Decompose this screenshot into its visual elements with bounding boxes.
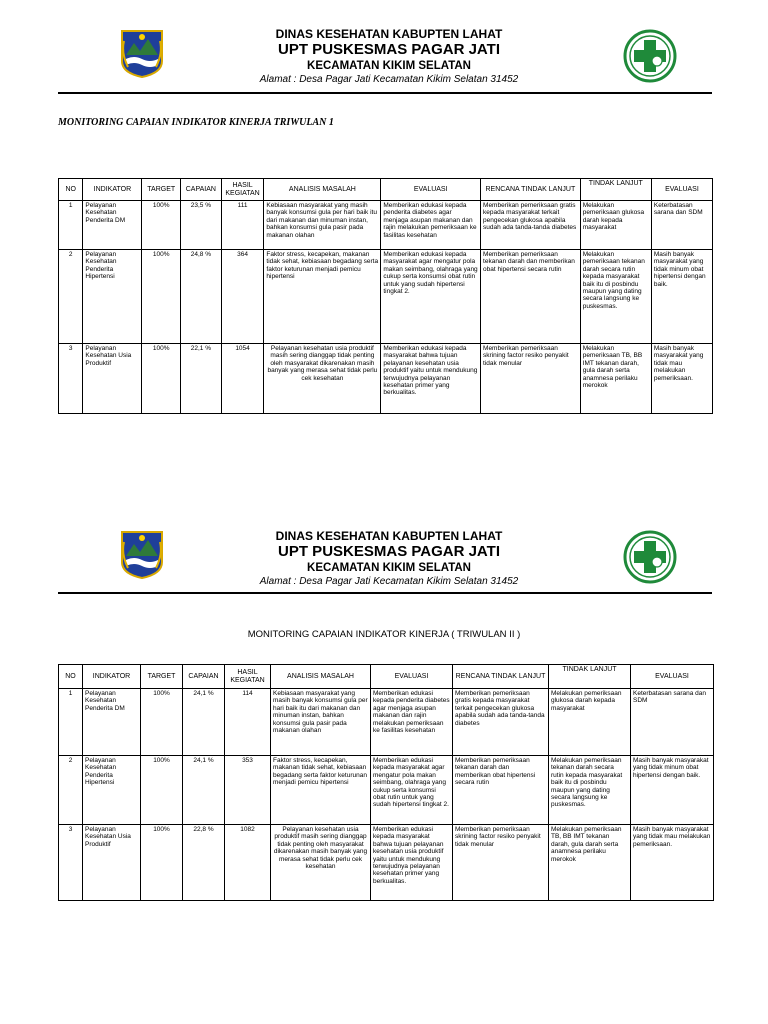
kabupaten-lahat-emblem-icon	[118, 528, 166, 580]
cell-evaluasi: Memberikan edukasi kepada masyarakat bahwa tujuan pelayanan kesehatan usia produktif yaitu untuk mendukung terwujudnya pelayanan kesehatan primer yang berkualitas.	[381, 344, 481, 414]
cell-hasil: 111	[221, 201, 264, 250]
cell-indikator: Pelayanan Kesehatan Penderita DM	[83, 201, 142, 250]
letterhead	[200, 529, 578, 588]
column-header: HASIL KEGIATAN	[221, 179, 264, 201]
cell-analisis: Faktor stress, kecapekan, makanan tidak sehat, kebiasaan begadang serta faktor keturunan menjadi pemicu hipertensi	[271, 756, 371, 825]
column-header: EVALUASI	[381, 179, 481, 201]
cell-hasil: 1082	[225, 825, 271, 901]
cell-hasil: 114	[225, 689, 271, 756]
cell-no: 2	[59, 756, 83, 825]
column-header: EVALUASI	[371, 665, 453, 689]
column-header: EVALUASI	[631, 665, 714, 689]
cell-analisis: Kebiasaan masyarakat yang masih banyak konsumsi gula per hari baik itu dari makanan dan minuman instan, bahkan konsumsi gula pasir pada makanan olahan	[264, 201, 381, 250]
cell-evaluasi-akhir: Masih banyak masyarakat yang tidak minum obat hipertensi dengan baik.	[651, 250, 712, 344]
header-divider	[58, 592, 712, 594]
column-header: TARGET	[141, 665, 183, 689]
cell-rencana: Memberikan pemeriksaan gratis kepada masyarakat terkait pengecekan glukosa apabila sudah ada tanda-tanda diabetes	[453, 689, 549, 756]
cell-indikator: Pelayanan Kesehatan Usia Produktif	[83, 344, 142, 414]
cell-evaluasi: Memberikan edukasi kepada penderita diabetes agar menjaga asupan makanan dan rajin melakukan pemeriksaan ke fasilitas kesehatan	[381, 201, 481, 250]
column-header: NO	[59, 665, 83, 689]
cell-target: 100%	[142, 344, 181, 414]
table-header-row	[59, 179, 713, 201]
cell-hasil: 1054	[221, 344, 264, 414]
cell-capaian: 22,8 %	[183, 825, 225, 901]
district-name: KECAMATAN KIKIM SELATAN	[307, 562, 471, 574]
document-page-2	[0, 488, 768, 1024]
cell-capaian: 24,1 %	[183, 756, 225, 825]
address: Alamat : Desa Pagar Jati Kecamatan Kikim Selatan 31452	[259, 74, 519, 85]
report-title: MONITORING CAPAIAN INDIKATOR KINERJA TRIWULAN 1	[58, 117, 334, 128]
cell-indikator: Pelayanan Kesehatan Usia Produktif	[83, 825, 141, 901]
cell-rencana: Memberikan pemeriksaan tekanan darah dan memberikan obat hipertensi secara rutin	[481, 250, 581, 344]
cell-evaluasi-akhir: Masih banyak masyarakat yang tidak minum obat hipertensi dengan baik.	[631, 756, 714, 825]
cell-no: 1	[59, 689, 83, 756]
cell-tindak-lanjut: Melakukan pemeriksaan TB, BB IMT tekanan darah, gula darah serta anamnesa perilaku merokok	[580, 344, 651, 414]
cell-tindak-lanjut: Melakukan pemeriksaan tekanan darah secara rutin kepada masyarakat baik itu di posbindu maupun yang dating secara langsung ke puskesmas.	[549, 756, 631, 825]
cell-analisis: Pelayanan kesehatan usia produktif masih sering dianggap tidak penting oleh masyarakat dikarenakan masih banyak yang merasa sehat tidak perlu cek kesehatan	[264, 344, 381, 414]
cell-no: 2	[59, 250, 83, 344]
cell-evaluasi: Memberikan edukasi kepada masyarakat bahwa tujuan pelayanan kesehatan usia produktif yaitu untuk mendukung terwujudnya pelayanan kesehatan primer yang berkualitas.	[371, 825, 453, 901]
column-header: ANALISIS MASALAH	[271, 665, 371, 689]
agency-name: DINAS KESEHATAN KABUPTEN LAHAT	[275, 27, 503, 41]
cell-indikator: Pelayanan Kesehatan Penderita DM	[83, 689, 141, 756]
cell-tindak-lanjut: Melakukan pemeriksaan tekanan darah secara rutin kepada masyarakat baik itu di posbindu maupun yang dating secara langsung ke puskesmas.	[580, 250, 651, 344]
report-title: MONITORING CAPAIAN INDIKATOR KINERJA ( TRIWULAN II )	[247, 629, 521, 640]
puskesmas-name: UPT PUSKESMAS PAGAR JATI	[278, 41, 500, 58]
kabupaten-lahat-emblem-icon	[118, 27, 166, 79]
column-header: RENCANA TINDAK LANJUT	[481, 179, 581, 201]
cell-evaluasi-akhir: Masih banyak masyarakat yang tidak mau melakukan pemeriksaan.	[631, 825, 714, 901]
letterhead	[200, 27, 578, 86]
cell-tindak-lanjut: Melakukan pemeriksaan TB, BB IMT tekanan darah, gula darah serta anamnesa perilaku merokok	[549, 825, 631, 901]
indicator-table	[58, 178, 713, 414]
cell-indikator: Pelayanan Kesehatan Penderita Hipertensi	[83, 756, 141, 825]
column-header: RENCANA TINDAK LANJUT	[453, 665, 549, 689]
address: Alamat : Desa Pagar Jati Kecamatan Kikim Selatan 31452	[259, 576, 519, 587]
header-divider	[58, 92, 712, 94]
cell-indikator: Pelayanan Kesehatan Penderita Hipertensi	[83, 250, 142, 344]
cell-evaluasi-akhir: Masih banyak masyarakat yang tidak mau melakukan pemeriksaan.	[651, 344, 712, 414]
cell-tindak-lanjut: Melakukan pemeriksaan glukosa darah kepada masyarakat	[549, 689, 631, 756]
cell-target: 100%	[141, 689, 183, 756]
column-header: HASIL KEGIATAN	[225, 665, 271, 689]
column-header: TINDAK LANJUT	[549, 665, 631, 689]
table-row	[59, 344, 713, 414]
cell-evaluasi: Memberikan edukasi kepada masyarakat agar mengatur pola makan seimbang, olahraga yang cukup serta konsumsi obat rutin untuk yang sudah hipertensi tingkat 2.	[381, 250, 481, 344]
column-header: EVALUASI	[651, 179, 712, 201]
table-row	[59, 756, 714, 825]
cell-rencana: Memberikan pemeriksaan gratis kepada masyarakat terkait pengecekan glukosa apabila sudah ada tanda-tanda diabetes	[481, 201, 581, 250]
document-page-1	[0, 0, 768, 480]
cell-capaian: 24,1 %	[183, 689, 225, 756]
column-header: INDIKATOR	[83, 665, 141, 689]
cell-evaluasi-akhir: Keterbatasan sarana dan SDM	[631, 689, 714, 756]
table-header-row	[59, 665, 714, 689]
cell-evaluasi: Memberikan edukasi kepada penderita diabetes agar menjaga asupan makanan dan rajin melakukan pemeriksaan ke fasilitas kesehatan	[371, 689, 453, 756]
cell-evaluasi: Memberikan edukasi kepada masyarakat agar mengatur pola makan seimbang, olahraga yang cukup serta konsumsi obat rutin untuk yang sudah hipertensi tingkat 2.	[371, 756, 453, 825]
cell-no: 1	[59, 201, 83, 250]
cell-no: 3	[59, 344, 83, 414]
cell-rencana: Memberikan pemeriksaan skrining factor resiko penyakit tidak menular	[481, 344, 581, 414]
table-row	[59, 250, 713, 344]
column-header: INDIKATOR	[83, 179, 142, 201]
agency-name: DINAS KESEHATAN KABUPTEN LAHAT	[275, 529, 503, 543]
cell-target: 100%	[142, 201, 181, 250]
cell-rencana: Memberikan pemeriksaan tekanan darah dan memberikan obat hipertensi secara rutin	[453, 756, 549, 825]
column-header: TARGET	[142, 179, 181, 201]
puskesmas-logo-icon	[623, 29, 677, 83]
indicator-table	[58, 664, 714, 901]
cell-hasil: 353	[225, 756, 271, 825]
column-header: ANALISIS MASALAH	[264, 179, 381, 201]
table-row	[59, 825, 714, 901]
cell-capaian: 23,5 %	[181, 201, 222, 250]
column-header: CAPAIAN	[181, 179, 222, 201]
column-header: NO	[59, 179, 83, 201]
cell-analisis: Faktor stress, kecapekan, makanan tidak sehat, kebiasaan begadang serta faktor keturunan menjadi pemicu hipertensi	[264, 250, 381, 344]
cell-target: 100%	[141, 825, 183, 901]
district-name: KECAMATAN KIKIM SELATAN	[307, 60, 471, 72]
cell-target: 100%	[141, 756, 183, 825]
column-header: TINDAK LANJUT	[580, 179, 651, 201]
table-row	[59, 201, 713, 250]
cell-analisis: Kebiasaan masyarakat yang masih banyak konsumsi gula per hari baik itu dari makanan dan minuman instan, bahkan konsumsi gula pasir pada makanan olahan	[271, 689, 371, 756]
cell-tindak-lanjut: Melakukan pemeriksaan glukosa darah kepada masyarakat	[580, 201, 651, 250]
cell-rencana: Memberikan pemeriksaan skrining factor resiko penyakit tidak menular	[453, 825, 549, 901]
table-row	[59, 689, 714, 756]
cell-no: 3	[59, 825, 83, 901]
cell-hasil: 364	[221, 250, 264, 344]
cell-evaluasi-akhir: Keterbatasan sarana dan SDM	[651, 201, 712, 250]
puskesmas-logo-icon	[623, 530, 677, 584]
cell-target: 100%	[142, 250, 181, 344]
cell-capaian: 24,8 %	[181, 250, 222, 344]
column-header: CAPAIAN	[183, 665, 225, 689]
cell-analisis: Pelayanan kesehatan usia produktif masih sering dianggap tidak penting oleh masyarakat dikarenakan masih banyak yang merasa sehat tidak perlu cek kesehatan	[271, 825, 371, 901]
cell-capaian: 22,1 %	[181, 344, 222, 414]
puskesmas-name: UPT PUSKESMAS PAGAR JATI	[278, 543, 500, 560]
